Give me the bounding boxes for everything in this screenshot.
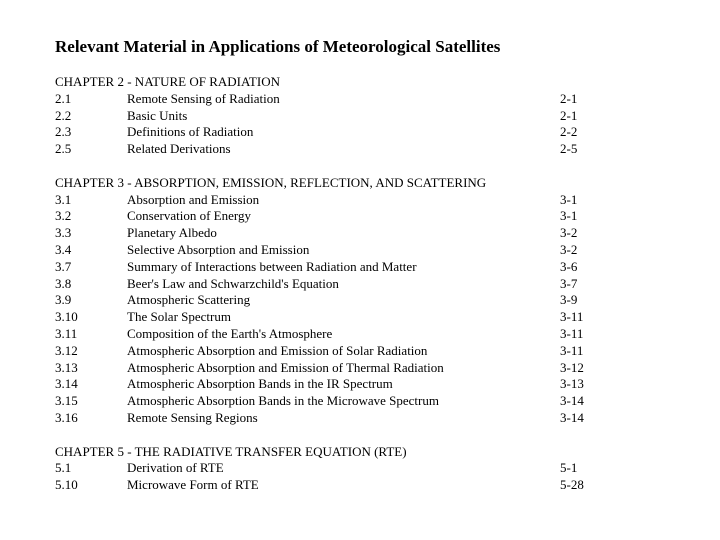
section-number: 2.5 [55,141,72,157]
page-number: 2-5 [560,141,578,157]
section-number: 3.14 [55,376,78,392]
toc-entry [55,410,615,427]
toc-entry [55,376,615,393]
section-title: Planetary Albedo [127,225,217,241]
toc-entry [55,242,615,259]
toc-entry [55,192,615,209]
section-title: Summary of Interactions between Radiation and Matter [127,258,417,274]
page-number: 3-14 [560,409,584,425]
section-number: 3.4 [55,241,72,257]
section-title: Related Derivations [127,141,231,157]
page-number: 3-2 [560,225,578,241]
section-title: Atmospheric Absorption Bands in the Microwave Spectrum [127,393,439,409]
section-number: 3.16 [55,409,78,425]
page-number: 3-1 [560,208,578,224]
section-title: Atmospheric Absorption Bands in the IR Spectrum [127,376,393,392]
toc-entry [55,360,615,377]
section-number: 3.10 [55,309,78,325]
section-number: 3.9 [55,292,72,308]
chapter-heading: CHAPTER 5 - THE RADIATIVE TRANSFER EQUATION (RTE) [55,443,407,459]
chapter-heading: CHAPTER 2 - NATURE OF RADIATION [55,74,280,89]
section-title: Definitions of Radiation [127,124,254,140]
toc-entry [55,393,615,410]
page-number: 3-2 [560,241,578,257]
section-title: Selective Absorption and Emission [127,241,310,257]
section-title: Remote Sensing Regions [127,409,258,425]
document-title: Relevant Material in Applications of Meteorological Satellites [55,37,501,56]
toc-entry [55,326,615,343]
toc-entry [55,276,615,293]
section-number: 5.1 [55,460,72,476]
toc-entry [55,208,615,225]
section-number: 5.10 [55,477,78,493]
toc-entry [55,460,615,477]
section-number: 3.13 [55,359,78,375]
chapter-section [55,74,615,158]
section-number: 3.7 [55,258,72,274]
page-number: 5-28 [560,477,584,493]
page-number: 2-1 [560,90,578,106]
toc-entry [55,141,615,158]
page-number: 3-9 [560,292,578,308]
chapter-section [55,444,615,494]
section-title: Derivation of RTE [127,460,224,476]
toc-entry [55,259,615,276]
chapter-heading: CHAPTER 3 - ABSORPTION, EMISSION, REFLECTION, AND SCATTERING [55,174,487,190]
toc-entry [55,91,615,108]
page-number: 3-11 [560,325,584,341]
page-number: 3-14 [560,393,584,409]
section-number: 2.1 [55,90,72,106]
section-title: Conservation of Energy [127,208,251,224]
section-title: Basic Units [127,107,188,123]
section-title: Atmospheric Absorption and Emission of Solar Radiation [127,342,428,358]
page-number: 3-13 [560,376,584,392]
section-number: 3.3 [55,225,72,241]
section-title: Microwave Form of RTE [127,477,259,493]
page-number: 5-1 [560,460,578,476]
section-title: Atmospheric Scattering [127,292,251,308]
page-number: 3-1 [560,191,578,207]
page-number: 2-2 [560,124,578,140]
chapter-section [55,175,615,427]
toc-entry [55,309,615,326]
page-number: 3-12 [560,359,584,375]
section-title: The Solar Spectrum [127,309,231,325]
section-number: 3.2 [55,208,72,224]
section-title: Beer's Law and Schwarzchild's Equation [127,275,339,291]
section-number: 3.8 [55,275,72,291]
section-number: 3.12 [55,342,78,358]
section-title: Absorption and Emission [127,191,260,207]
toc-entry [55,477,615,494]
toc-entry [55,292,615,309]
toc-entry [55,108,615,125]
section-number: 3.1 [55,191,72,207]
section-number: 3.15 [55,393,78,409]
section-title: Atmospheric Absorption and Emission of Thermal Radiation [127,359,444,375]
table-of-contents [55,74,615,511]
page-number: 3-6 [560,258,578,274]
toc-entry [55,225,615,242]
toc-entry [55,343,615,360]
page-number: 3-7 [560,275,578,291]
section-title: Remote Sensing of Radiation [127,90,280,106]
section-number: 2.2 [55,107,72,123]
toc-entry [55,124,615,141]
page-number: 3-11 [560,342,584,358]
section-number: 2.3 [55,124,72,140]
section-title: Composition of the Earth's Atmosphere [127,325,333,341]
page-number: 3-11 [560,309,584,325]
section-number: 3.11 [55,325,78,341]
page-number: 2-1 [560,107,578,123]
